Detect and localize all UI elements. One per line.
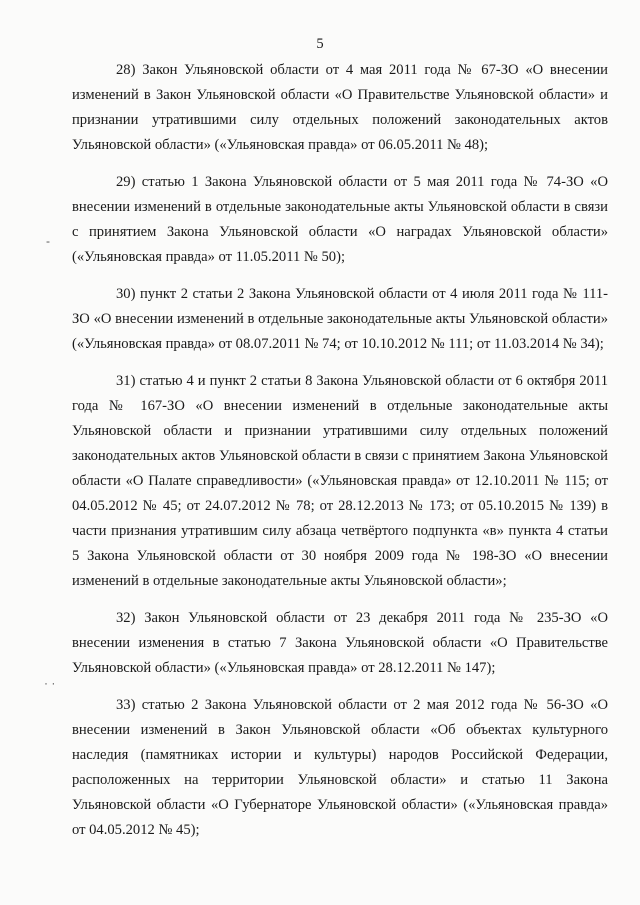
- list-item: 29) статью 1 Закона Ульяновской области от 5 мая 2011 года № 74-ЗО «О внесении изменений в отдельные законодательные акты Ульяновской области в связи с принятием Закона Ульяновской области «О наградах Ульяновской области» («Ульяновская правда» от 11.05.2011 № 50);: [72, 174, 608, 265]
- margin-mark: · ·: [44, 676, 56, 690]
- list-item: 33) статью 2 Закона Ульяновской области от 2 мая 2012 года № 56-ЗО «О внесении изменений в Закон Ульяновской области «Об объектах культурного наследия (памятниках истории и культуры) народов Российской Федерации, расположенных на территории Ульяновской области» и статью 11 Закона Ульяновской области «О Губернаторе Ульяновской области» («Ульяновская правда» от 04.05.2012 № 45);: [72, 697, 608, 838]
- document-body: [72, 58, 608, 843]
- page-number: 5: [316, 36, 324, 52]
- list-item: 32) Закон Ульяновской области от 23 декабря 2011 года № 235-ЗО «О внесении изменения в статью 7 Закона Ульяновской области «О Правительстве Ульяновской области» («Ульяновская правда» от 28.12.2011 № 147);: [72, 610, 608, 676]
- margin-mark: -: [46, 234, 50, 248]
- list-item: 31) статью 4 и пункт 2 статьи 8 Закона Ульяновской области от 6 октября 2011 года № 167-ЗО «О внесении изменений в отдельные законодательные акты Ульяновской области и признании утратившими силу отдельных положений законодательных актов Ульяновской области в связи с принятием Закона Ульяновской области «О Палате справедливости» («Ульяновская правда» от 12.10.2011 № 115; от 04.05.2012 № 45; от 24.07.2012 № 78; от 28.12.2013 № 173; от 05.10.2015 № 139) в части признания утратившим силу абзаца четвёртого подпункта «в» пункта 4 статьи 5 Закона Ульяновской области от 30 ноября 2009 года № 198-ЗО «О внесении изменений в отдельные законодательные акты Ульяновской области»;: [72, 373, 608, 589]
- list-item: 30) пункт 2 статьи 2 Закона Ульяновской области от 4 июля 2011 года № 111-ЗО «О внесении изменений в отдельные законодательные акты Ульяновской области» («Ульяновская правда» от 08.07.2011 № 74; от 10.10.2012 № 111; от 11.03.2014 № 34);: [72, 286, 608, 352]
- list-item: 28) Закон Ульяновской области от 4 мая 2011 года № 67-ЗО «О внесении изменений в Закон Ульяновской области «О Правительстве Ульяновской области» и признании утратившими силу отдельных положений законодательных актов Ульяновской области» («Ульяновская правда» от 06.05.2011 № 48);: [72, 62, 608, 153]
